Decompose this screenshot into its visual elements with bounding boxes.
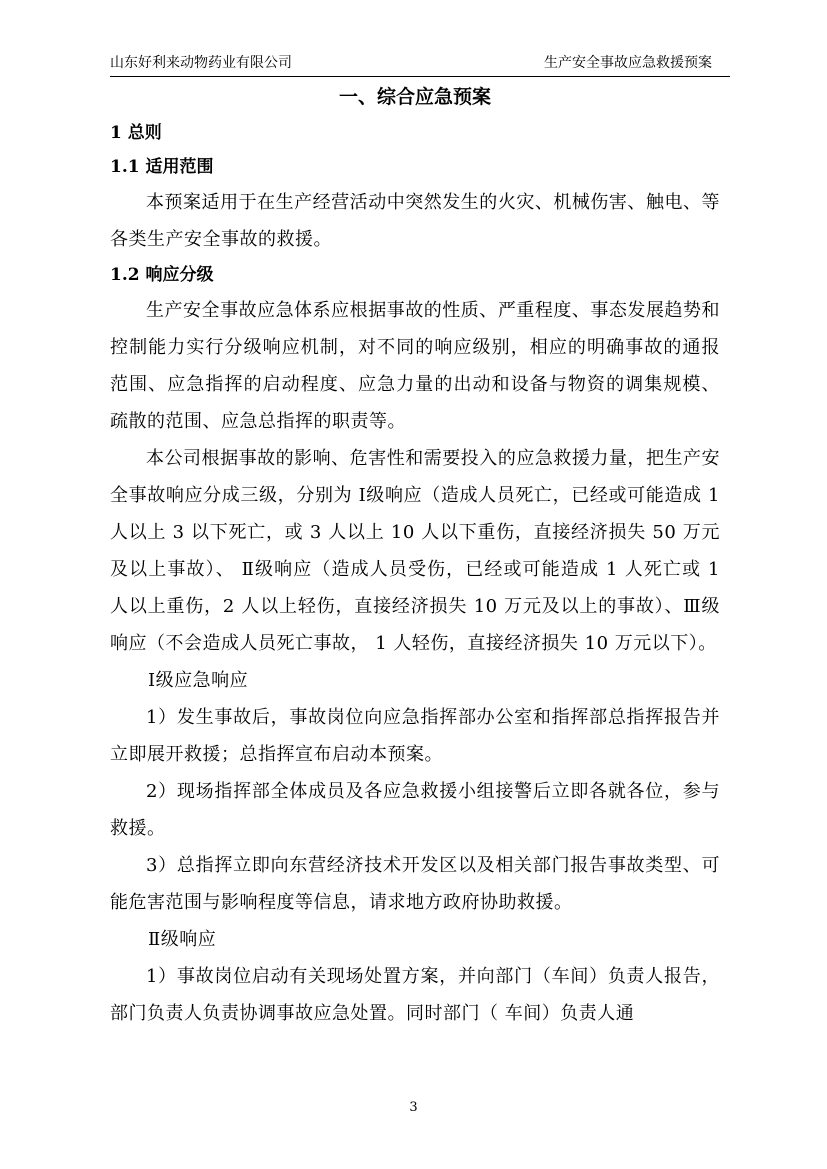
page-header: [110, 54, 730, 76]
header-doc-title: 生产安全事故应急救援预案: [544, 55, 712, 71]
level1-heading: Ⅰ级应急响应: [148, 670, 249, 691]
header-divider: [110, 76, 730, 77]
level1-item-2: 2）现场指挥部全体成员及各应急救援小组接警后立即各就各位，参与救援。: [110, 781, 720, 839]
heading-response-levels: 1.2 响应分级: [110, 265, 214, 285]
level1-item-1: 1）发生事故后，事故岗位向应急指挥部办公室和指挥部总指挥报告并立即展开救援；总指挥宣布启动本预案。: [110, 707, 720, 765]
scope-paragraph: 本预案适用于在生产经营活动中突然发生的火灾、机械伤害、触电、等各类生产安全事故的救援。: [110, 192, 720, 250]
level2-item-1: 1）事故岗位启动有关现场处置方案，并向部门（车间）负责人报告，部门负责人负责协调事故应急处置。同时部门（ 车间）负责人通: [110, 966, 720, 1024]
heading-general: 1 总则: [110, 123, 162, 143]
header-company: 山东好利来动物药业有限公司: [110, 55, 292, 71]
response-levels-paragraph-1: 生产安全事故应急体系应根据事故的性质、严重程度、事态发展趋势和控制能力实行分级响应机制，对不同的响应级别，相应的明确事故的通报范围、应急指挥的启动程度、应急力量的出动和设备与物资的调集规模、疏散的范围、应急总指挥的职责等。: [110, 300, 720, 432]
section-title: 一、综合应急预案: [338, 86, 491, 108]
page-number: 3: [409, 1100, 418, 1115]
level2-heading: Ⅱ级响应: [148, 929, 217, 950]
heading-scope: 1.1 适用范围: [110, 157, 214, 177]
response-levels-paragraph-2: 本公司根据事故的影响、危害性和需要投入的应急救援力量，把生产安全事故响应分成三级，分别为 Ⅰ级响应（造成人员死亡，已经或可能造成 1 人以上 3 以下死亡，或 3 人以上 10 人以下重伤，直接经济损失 50 万元及以上事故）、 Ⅱ级响应（造成人员受伤，已经或可能造成 1 人死亡或 1 人以上重伤，2 人以上轻伤，直接经济损失 10 万元及以上的事故）、Ⅲ级响应（不会造成人员死亡事故， 1 人轻伤，直接经济损失 10 万元以下）。: [110, 448, 720, 654]
document-body: [110, 80, 720, 1032]
level1-item-3: 3）总指挥立即向东营经济技术开发区以及相关部门报告事故类型、可能危害范围与影响程度等信息，请求地方政府协助救援。: [110, 855, 720, 913]
